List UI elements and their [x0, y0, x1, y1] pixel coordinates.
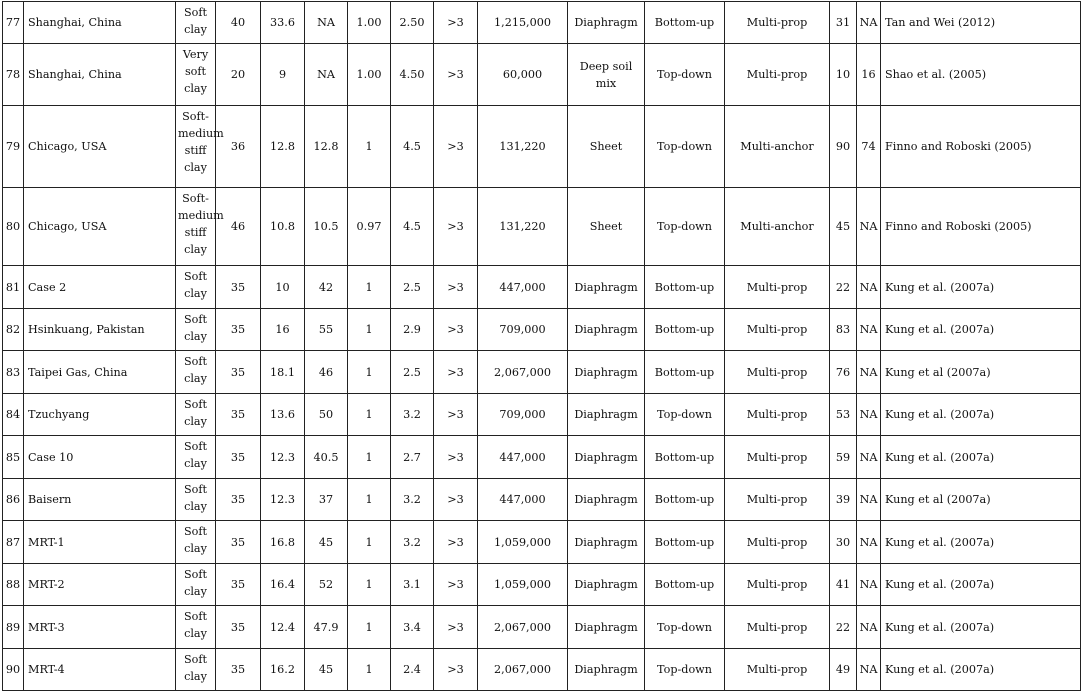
- construction-method: Bottom-up: [645, 309, 725, 351]
- wall-type: Diaphragm: [568, 564, 645, 606]
- area-value: 131,220: [478, 188, 568, 266]
- wall-type: Diaphragm: [568, 521, 645, 564]
- soil-type: Soft clay: [176, 564, 216, 606]
- construction-method: Bottom-up: [645, 479, 725, 521]
- table-row: [3, 649, 1081, 691]
- case-number: 87: [3, 521, 24, 564]
- value-col-4: 1: [348, 309, 391, 351]
- value-col-2: 12.4: [261, 606, 305, 649]
- support-system: Multi-prop: [725, 606, 830, 649]
- value-col-2: 12.3: [261, 436, 305, 479]
- case-number: 81: [3, 266, 24, 309]
- support-system: Multi-anchor: [725, 106, 830, 188]
- value-col-9: NA: [857, 351, 881, 394]
- value-col-3: 50: [305, 394, 348, 436]
- case-number: 85: [3, 436, 24, 479]
- case-number: 89: [3, 606, 24, 649]
- wall-type: Sheet: [568, 106, 645, 188]
- value-col-4: 1: [348, 351, 391, 394]
- value-col-1: 35: [216, 564, 261, 606]
- value-col-1: 40: [216, 2, 261, 44]
- value-col-2: 18.1: [261, 351, 305, 394]
- value-col-9: NA: [857, 2, 881, 44]
- case-number: 80: [3, 188, 24, 266]
- soil-type: Very soft clay: [176, 44, 216, 106]
- value-col-9: NA: [857, 309, 881, 351]
- value-col-9: NA: [857, 188, 881, 266]
- wall-type: Diaphragm: [568, 309, 645, 351]
- value-col-1: 46: [216, 188, 261, 266]
- area-value: 2,067,000: [478, 351, 568, 394]
- value-col-1: 35: [216, 606, 261, 649]
- support-system: Multi-prop: [725, 521, 830, 564]
- value-col-4: 1: [348, 521, 391, 564]
- value-col-4: 1: [348, 479, 391, 521]
- case-number: 77: [3, 2, 24, 44]
- table-row: [3, 2, 1081, 44]
- value-col-8: 10: [830, 44, 857, 106]
- value-col-8: 22: [830, 266, 857, 309]
- reference: Kung et al. (2007a): [881, 564, 1081, 606]
- soil-type: Soft clay: [176, 606, 216, 649]
- value-col-3: 55: [305, 309, 348, 351]
- value-col-9: NA: [857, 564, 881, 606]
- table-row: [3, 106, 1081, 188]
- soil-type: Soft clay: [176, 521, 216, 564]
- area-value: 2,067,000: [478, 606, 568, 649]
- wall-type: Diaphragm: [568, 351, 645, 394]
- value-col-6: >3: [434, 479, 478, 521]
- value-col-1: 36: [216, 106, 261, 188]
- construction-method: Bottom-up: [645, 436, 725, 479]
- value-col-8: 31: [830, 2, 857, 44]
- wall-type: Diaphragm: [568, 2, 645, 44]
- site-name: Chicago, USA: [24, 106, 176, 188]
- case-number: 90: [3, 649, 24, 691]
- value-col-2: 16: [261, 309, 305, 351]
- table-row: [3, 606, 1081, 649]
- value-col-1: 35: [216, 521, 261, 564]
- soil-type: Soft clay: [176, 479, 216, 521]
- soil-type: Soft clay: [176, 2, 216, 44]
- value-col-9: NA: [857, 479, 881, 521]
- case-number: 83: [3, 351, 24, 394]
- value-col-4: 1: [348, 394, 391, 436]
- construction-method: Bottom-up: [645, 351, 725, 394]
- area-value: 2,067,000: [478, 649, 568, 691]
- table-row: [3, 564, 1081, 606]
- value-col-9: NA: [857, 521, 881, 564]
- soil-type: Soft clay: [176, 309, 216, 351]
- reference: Finno and Roboski (2005): [881, 188, 1081, 266]
- value-col-3: 52: [305, 564, 348, 606]
- reference: Kung et al. (2007a): [881, 394, 1081, 436]
- site-name: Hsinkuang, Pakistan: [24, 309, 176, 351]
- site-name: MRT-2: [24, 564, 176, 606]
- area-value: 1,215,000: [478, 2, 568, 44]
- case-number: 86: [3, 479, 24, 521]
- table-row: [3, 479, 1081, 521]
- value-col-3: 42: [305, 266, 348, 309]
- value-col-3: NA: [305, 44, 348, 106]
- support-system: Multi-prop: [725, 394, 830, 436]
- value-col-2: 33.6: [261, 2, 305, 44]
- support-system: Multi-prop: [725, 2, 830, 44]
- wall-type: Sheet: [568, 188, 645, 266]
- area-value: 131,220: [478, 106, 568, 188]
- value-col-1: 35: [216, 351, 261, 394]
- value-col-4: 1: [348, 649, 391, 691]
- reference: Shao et al. (2005): [881, 44, 1081, 106]
- construction-method: Top-down: [645, 649, 725, 691]
- value-col-6: >3: [434, 266, 478, 309]
- value-col-3: 45: [305, 649, 348, 691]
- reference: Kung et al. (2007a): [881, 606, 1081, 649]
- value-col-3: 40.5: [305, 436, 348, 479]
- value-col-8: 49: [830, 649, 857, 691]
- value-col-3: 37: [305, 479, 348, 521]
- value-col-9: 16: [857, 44, 881, 106]
- value-col-1: 35: [216, 309, 261, 351]
- reference: Kung et al. (2007a): [881, 521, 1081, 564]
- construction-method: Bottom-up: [645, 266, 725, 309]
- value-col-5: 3.2: [391, 521, 434, 564]
- reference: Kung et al. (2007a): [881, 436, 1081, 479]
- value-col-2: 10.8: [261, 188, 305, 266]
- support-system: Multi-prop: [725, 479, 830, 521]
- value-col-4: 1: [348, 606, 391, 649]
- site-name: Chicago, USA: [24, 188, 176, 266]
- table-row: [3, 309, 1081, 351]
- value-col-8: 22: [830, 606, 857, 649]
- site-name: MRT-4: [24, 649, 176, 691]
- value-col-5: 3.4: [391, 606, 434, 649]
- reference: Kung et al (2007a): [881, 479, 1081, 521]
- table-row: [3, 44, 1081, 106]
- value-col-9: NA: [857, 266, 881, 309]
- value-col-8: 83: [830, 309, 857, 351]
- site-name: Shanghai, China: [24, 2, 176, 44]
- case-number: 88: [3, 564, 24, 606]
- soil-type: Soft clay: [176, 266, 216, 309]
- case-number: 79: [3, 106, 24, 188]
- site-name: Case 2: [24, 266, 176, 309]
- value-col-1: 35: [216, 649, 261, 691]
- value-col-5: 2.50: [391, 2, 434, 44]
- soil-type: Soft- medium stiff clay: [176, 106, 216, 188]
- wall-type: Diaphragm: [568, 606, 645, 649]
- value-col-2: 12.3: [261, 479, 305, 521]
- area-value: 60,000: [478, 44, 568, 106]
- value-col-8: 59: [830, 436, 857, 479]
- area-value: 1,059,000: [478, 521, 568, 564]
- reference: Tan and Wei (2012): [881, 2, 1081, 44]
- area-value: 709,000: [478, 309, 568, 351]
- site-name: Shanghai, China: [24, 44, 176, 106]
- construction-method: Bottom-up: [645, 521, 725, 564]
- table-row: [3, 394, 1081, 436]
- wall-type: Diaphragm: [568, 266, 645, 309]
- value-col-5: 2.7: [391, 436, 434, 479]
- case-history-table: [2, 1, 1081, 691]
- construction-method: Top-down: [645, 106, 725, 188]
- value-col-6: >3: [434, 309, 478, 351]
- value-col-3: 45: [305, 521, 348, 564]
- value-col-3: 47.9: [305, 606, 348, 649]
- value-col-1: 20: [216, 44, 261, 106]
- case-number: 78: [3, 44, 24, 106]
- value-col-2: 12.8: [261, 106, 305, 188]
- area-value: 1,059,000: [478, 564, 568, 606]
- value-col-6: >3: [434, 436, 478, 479]
- value-col-6: >3: [434, 394, 478, 436]
- value-col-5: 2.4: [391, 649, 434, 691]
- value-col-1: 35: [216, 436, 261, 479]
- site-name: MRT-3: [24, 606, 176, 649]
- construction-method: Top-down: [645, 44, 725, 106]
- reference: Kung et al. (2007a): [881, 309, 1081, 351]
- value-col-6: >3: [434, 606, 478, 649]
- value-col-2: 9: [261, 44, 305, 106]
- value-col-1: 35: [216, 266, 261, 309]
- table-row: [3, 351, 1081, 394]
- value-col-5: 4.50: [391, 44, 434, 106]
- table-row: [3, 266, 1081, 309]
- value-col-1: 35: [216, 394, 261, 436]
- reference: Kung et al. (2007a): [881, 266, 1081, 309]
- site-name: Taipei Gas, China: [24, 351, 176, 394]
- value-col-8: 76: [830, 351, 857, 394]
- value-col-9: NA: [857, 649, 881, 691]
- value-col-8: 30: [830, 521, 857, 564]
- value-col-6: >3: [434, 2, 478, 44]
- value-col-5: 2.9: [391, 309, 434, 351]
- value-col-4: 1: [348, 436, 391, 479]
- reference: Kung et al. (2007a): [881, 649, 1081, 691]
- value-col-5: 2.5: [391, 266, 434, 309]
- reference: Kung et al (2007a): [881, 351, 1081, 394]
- value-col-5: 3.2: [391, 394, 434, 436]
- site-name: Tzuchyang: [24, 394, 176, 436]
- case-number: 82: [3, 309, 24, 351]
- value-col-2: 16.8: [261, 521, 305, 564]
- support-system: Multi-prop: [725, 564, 830, 606]
- value-col-3: NA: [305, 2, 348, 44]
- reference: Finno and Roboski (2005): [881, 106, 1081, 188]
- support-system: Multi-prop: [725, 309, 830, 351]
- support-system: Multi-prop: [725, 44, 830, 106]
- value-col-8: 53: [830, 394, 857, 436]
- wall-type: Deep soil mix: [568, 44, 645, 106]
- value-col-4: 1: [348, 106, 391, 188]
- value-col-6: >3: [434, 351, 478, 394]
- value-col-9: 74: [857, 106, 881, 188]
- wall-type: Diaphragm: [568, 436, 645, 479]
- value-col-6: >3: [434, 106, 478, 188]
- area-value: 447,000: [478, 436, 568, 479]
- value-col-5: 3.2: [391, 479, 434, 521]
- value-col-8: 41: [830, 564, 857, 606]
- value-col-3: 10.5: [305, 188, 348, 266]
- value-col-6: >3: [434, 649, 478, 691]
- support-system: Multi-prop: [725, 649, 830, 691]
- value-col-5: 4.5: [391, 106, 434, 188]
- value-col-2: 10: [261, 266, 305, 309]
- value-col-6: >3: [434, 44, 478, 106]
- value-col-1: 35: [216, 479, 261, 521]
- area-value: 447,000: [478, 266, 568, 309]
- area-value: 447,000: [478, 479, 568, 521]
- support-system: Multi-anchor: [725, 188, 830, 266]
- wall-type: Diaphragm: [568, 394, 645, 436]
- wall-type: Diaphragm: [568, 649, 645, 691]
- construction-method: Top-down: [645, 606, 725, 649]
- value-col-5: 3.1: [391, 564, 434, 606]
- value-col-2: 13.6: [261, 394, 305, 436]
- soil-type: Soft clay: [176, 351, 216, 394]
- value-col-2: 16.2: [261, 649, 305, 691]
- area-value: 709,000: [478, 394, 568, 436]
- soil-type: Soft clay: [176, 436, 216, 479]
- support-system: Multi-prop: [725, 266, 830, 309]
- site-name: Case 10: [24, 436, 176, 479]
- value-col-6: >3: [434, 564, 478, 606]
- value-col-5: 2.5: [391, 351, 434, 394]
- value-col-8: 45: [830, 188, 857, 266]
- construction-method: Top-down: [645, 188, 725, 266]
- site-name: Baisern: [24, 479, 176, 521]
- value-col-2: 16.4: [261, 564, 305, 606]
- value-col-8: 39: [830, 479, 857, 521]
- value-col-3: 12.8: [305, 106, 348, 188]
- support-system: Multi-prop: [725, 351, 830, 394]
- value-col-4: 1.00: [348, 44, 391, 106]
- value-col-9: NA: [857, 436, 881, 479]
- construction-method: Bottom-up: [645, 2, 725, 44]
- value-col-4: 1: [348, 564, 391, 606]
- soil-type: Soft- medium stiff clay: [176, 188, 216, 266]
- value-col-4: 1: [348, 266, 391, 309]
- value-col-4: 0.97: [348, 188, 391, 266]
- soil-type: Soft clay: [176, 649, 216, 691]
- value-col-9: NA: [857, 394, 881, 436]
- value-col-8: 90: [830, 106, 857, 188]
- construction-method: Bottom-up: [645, 564, 725, 606]
- value-col-6: >3: [434, 188, 478, 266]
- table-row: [3, 436, 1081, 479]
- construction-method: Top-down: [645, 394, 725, 436]
- value-col-4: 1.00: [348, 2, 391, 44]
- soil-type: Soft clay: [176, 394, 216, 436]
- wall-type: Diaphragm: [568, 479, 645, 521]
- case-number: 84: [3, 394, 24, 436]
- value-col-5: 4.5: [391, 188, 434, 266]
- table-row: [3, 188, 1081, 266]
- site-name: MRT-1: [24, 521, 176, 564]
- value-col-3: 46: [305, 351, 348, 394]
- value-col-6: >3: [434, 521, 478, 564]
- value-col-9: NA: [857, 606, 881, 649]
- support-system: Multi-prop: [725, 436, 830, 479]
- table-row: [3, 521, 1081, 564]
